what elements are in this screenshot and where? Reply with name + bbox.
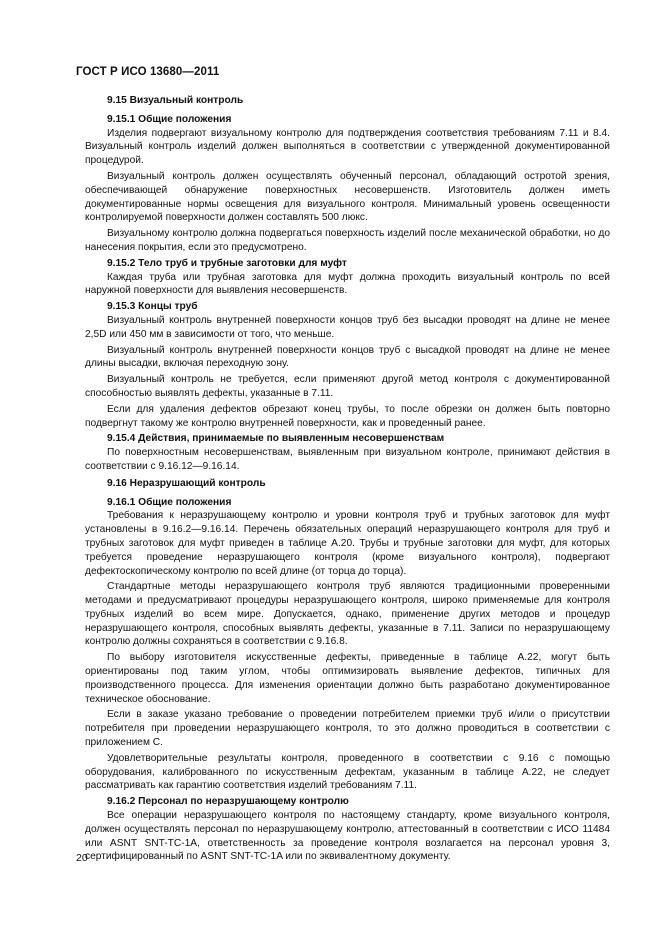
page-number: 20 xyxy=(76,852,88,864)
paragraph: Визуальный контроль внутренней поверхности концов труб с высадкой проводят на длине не менее длины высадки, включая переходную зону. xyxy=(85,344,610,370)
paragraph: Если для удаления дефектов обрезают конец трубы, то после обрезки он должен быть повторно подвергнут такому же контролю внутренней поверхности, как и проведенный ранее. xyxy=(85,403,610,429)
paragraph: Все операции неразрушающего контроля по настоящему стандарту, кроме визуального контроля, должен осуществлять персонал по неразрушающему контролю, аттестованный в соответствии с ИСО 11484 или ASNT SNT-TC-1A, ответственность за проведение контроля возлагается на персонал уровня 3, сертифицированный по ASNT SNT-TC-1A или по эквивалентному документу. xyxy=(85,810,610,863)
subsection-heading-9-15-2: 9.15.2 Тело труб и трубные заготовки для муфт xyxy=(107,257,347,269)
subsection-heading-9-15-4: 9.15.4 Действия, принимаемые по выявленным несовершенствам xyxy=(107,433,445,445)
paragraph: Требования к неразрушающему контролю и уровни контроля труб и трубных заготовок для муфт установлены в 9.16.2—9.16.14. Перечень обязательных операций неразрушающего контроля для труб и трубных заготовок для муфт приведен в таблице А.20. Трубы и трубные заготовки для муфт, для которых требуется проведение неразрушающего контроля (кроме визуального контроля), подвергают дефектоскопическому контролю по всей длине (от торца до торца). xyxy=(85,510,610,577)
subsection-heading-9-15-1: 9.15.1 Общие положения xyxy=(107,113,232,125)
paragraph: Визуальному контролю должна подвергаться поверхность изделий после механической обработки, но до нанесения покрытия, если это предусмотрено. xyxy=(85,228,610,253)
paragraph: Изделия подвергают визуальному контролю для подтверждения соответствия требованиям 7.11 и 8.4. Визуальный контроль изделий должен выполняться в соответствии с утвержденной документированной процедурой. xyxy=(85,127,610,167)
paragraph: Визуальный контроль не требуется, если применяют другой метод контроля с документированной способностью выявлять дефекты, указанные в 7.11. xyxy=(85,374,610,399)
subsection-heading-9-16-2: 9.16.2 Персонал по неразрушающему контролю xyxy=(107,796,349,808)
subsection-heading-9-15-3: 9.15.3 Концы труб xyxy=(107,301,198,313)
paragraph: Удовлетворительные результаты контроля, проведенного в соответствии с 9.16 с помощью оборудования, калиброванного по искусственным дефектам, указанным в таблице А.22, не следует рассматривать как гарантию соответствия изделий требованиям 7.11. xyxy=(85,752,610,792)
paragraph: Визуальный контроль внутренней поверхности концов труб без высадки проводят на длине не менее 2,5D или 450 мм в зависимости от того, что меньше. xyxy=(85,314,610,340)
section-heading-9-16: 9.16 Неразрушающий контроль xyxy=(107,477,266,489)
document-body xyxy=(85,94,610,866)
document-header: ГОСТ Р ИСО 13680—2011 xyxy=(76,66,220,78)
paragraph: Стандартные методы неразрушающего контроля труб являются традиционными проверенными методами и предусматривают процедуры неразрушающего контроля, широко применяемые для контроля трубных изделий во всем мире. Допускается, однако, применение других методов и процедур неразрушающего контроля, способных выявлять дефекты, указанные в 7.11. Записи по неразрушающему контролю должны сохраняться в соответствии с 9.16.8. xyxy=(85,581,610,648)
section-heading-9-15: 9.15 Визуальный контроль xyxy=(107,95,244,106)
subsection-heading-9-16-1: 9.16.1 Общие положения xyxy=(107,496,232,508)
paragraph: Если в заказе указано требование о проведении потребителем приемки труб и/или о присутствии потребителя при проведении неразрушающего контроля, то это должно проводиться в соответствии с приложением С. xyxy=(85,709,610,749)
paragraph: Каждая труба или трубная заготовка для муфт должна проходить визуальный контроль по всей наружной поверхности для выявления несовершенств. xyxy=(85,271,610,297)
paragraph: Визуальный контроль должен осуществлять обученный персонал, обладающий остротой зрения, обеспечивающей обнаружение поверхностных несовершенств. Изготовитель должен иметь документированные нормы освещения для визуального контроля. Минимальный уровень освещенности контролируемой поверхности должен составлять 500 люкс. xyxy=(85,170,610,224)
paragraph: По поверхностным несовершенствам, выявленным при визуальном контроле, принимают действия в соответствии с 9.16.12—9.16.14. xyxy=(85,447,610,472)
paragraph: По выбору изготовителя искусственные дефекты, приведенные в таблице А.22, могут быть ориентированы под таким углом, чтобы оптимизировать выявление дефектов, типичных для производственного процесса. Для изменения ориентации должно быть разработано документированное техническое обоснование. xyxy=(85,652,610,705)
